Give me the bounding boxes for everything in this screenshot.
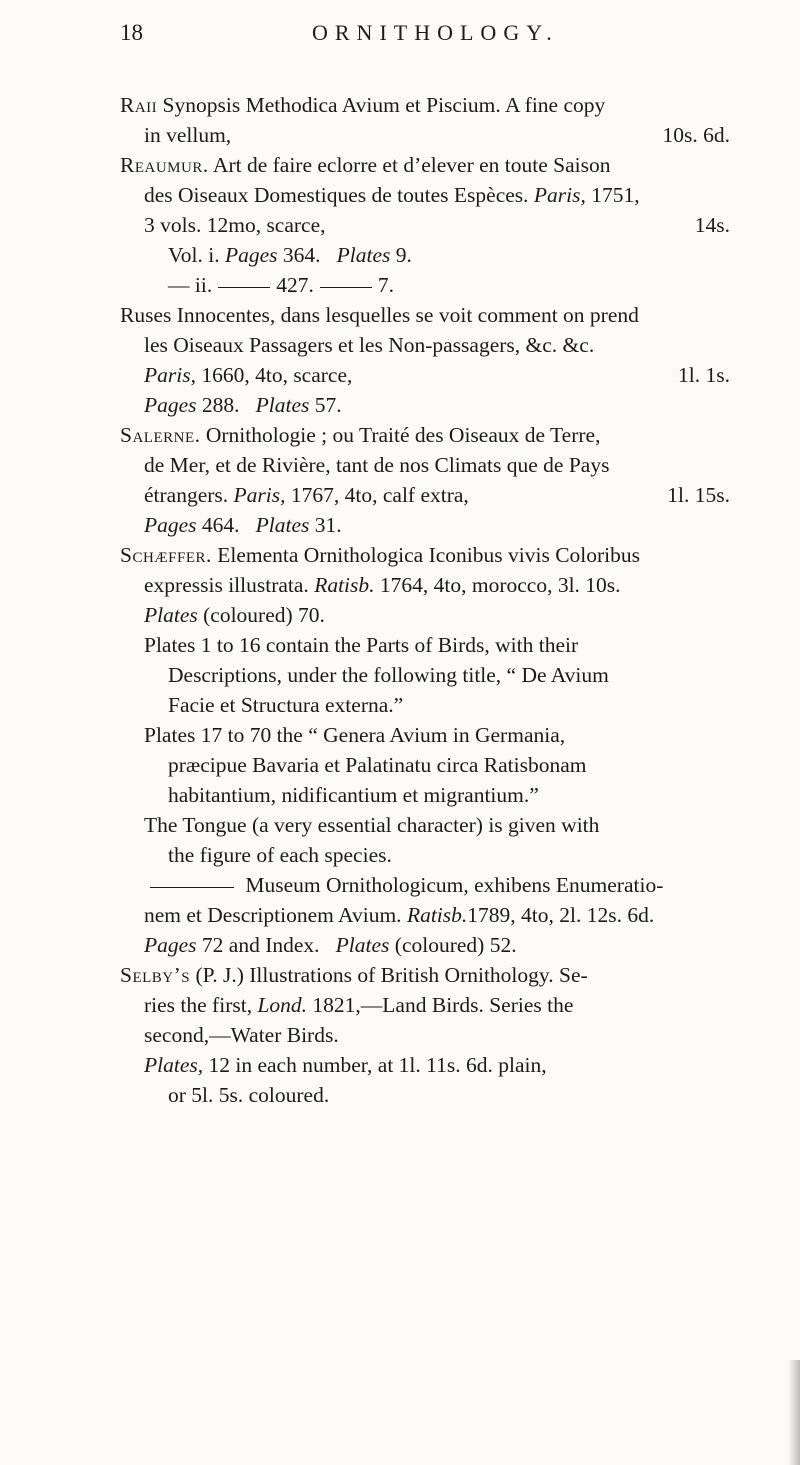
entry-line: Salerne. Ornithologie ; ou Traité des Oiseaux de Terre,: [120, 423, 601, 447]
entry-line: étrangers. Paris, 1767, 4to, calf extra, 1l. 15s.: [144, 480, 730, 510]
entry-line: Descriptions, under the following title, “ De Avium: [168, 663, 609, 687]
entry-line: habitantium, nidificantium et migrantium.”: [168, 783, 539, 807]
entry-line: Plates (coloured) 70.: [144, 603, 325, 627]
entry-line: præcipue Bavaria et Palatinatu circa Ratisbonam: [168, 753, 587, 777]
entry-line: Pages 288. Plates 57.: [144, 393, 342, 417]
entry-line: Reaumur. Art de faire eclorre et d’elever en toute Saison: [120, 153, 611, 177]
entry-line: in vellum, 10s. 6d.: [144, 120, 730, 150]
entry-line: — ii. 427. 7.: [168, 273, 394, 297]
entry-line: Schæffer. Elementa Ornithologica Iconibus vivis Coloribus: [120, 543, 641, 567]
ditto-dash: [218, 287, 270, 288]
entry-line: Facie et Structura externa.”: [168, 693, 404, 717]
entry-line: second,—Water Birds.: [144, 1023, 339, 1047]
entry-line: ries the first, Lond. 1821,—Land Birds. Series the: [144, 993, 574, 1017]
price: 1l. 1s.: [678, 363, 730, 387]
entry-line: the figure of each species.: [168, 843, 392, 867]
entry-line: Paris, 1660, 4to, scarce, 1l. 1s.: [144, 360, 730, 390]
price: 1l. 15s.: [667, 483, 730, 507]
entry-line: Ruses Innocentes, dans lesquelles se voit comment on prend: [120, 303, 639, 327]
entry-line: nem et Descriptionem Avium. Ratisb.1789, 4to, 2l. 12s. 6d.: [144, 903, 655, 927]
page-edge-shadow: [788, 1360, 800, 1465]
ditto-dash: [320, 287, 372, 288]
entry-line: The Tongue (a very essential character) is given with: [144, 813, 600, 837]
entry-line: les Oiseaux Passagers et les Non-passagers, &c. &c.: [144, 333, 595, 357]
entry-line: Plates 1 to 16 contain the Parts of Birds, with their: [144, 633, 579, 657]
entry-line: Pages 72 and Index. Plates (coloured) 52.: [144, 933, 517, 957]
ditto-dash: [150, 887, 234, 888]
entry-line: Raii Synopsis Methodica Avium et Piscium. A fine copy: [120, 93, 606, 117]
entry-line: expressis illustrata. Ratisb. 1764, 4to, morocco, 3l. 10s.: [144, 573, 621, 597]
price: 14s.: [694, 213, 730, 237]
page-number: 18: [120, 20, 143, 45]
entry-line: Pages 464. Plates 31.: [144, 513, 342, 537]
entry-line: de Mer, et de Rivière, tant de nos Climats que de Pays: [144, 453, 610, 477]
price: 10s. 6d.: [662, 123, 730, 147]
running-title: ORNITHOLOGY.: [312, 20, 559, 45]
entry-line: Plates 17 to 70 the “ Genera Avium in Germania,: [144, 723, 566, 747]
entry-line: Plates, 12 in each number, at 1l. 11s. 6d. plain,: [144, 1053, 547, 1077]
entry-line: or 5l. 5s. coloured.: [168, 1083, 330, 1107]
page-header: [120, 20, 700, 60]
entry-line: Selby’s (P. J.) Illustrations of British Ornithology. Se-: [120, 963, 588, 987]
entry-line: Vol. i. Pages 364. Plates 9.: [168, 243, 412, 267]
entry-line: 3 vols. 12mo, scarce, 14s.: [144, 210, 730, 240]
entry-line: des Oiseaux Domestiques de toutes Espèces. Paris, 1751,: [144, 183, 640, 207]
entry-line: Museum Ornithologicum, exhibens Enumeratio-: [144, 870, 730, 900]
